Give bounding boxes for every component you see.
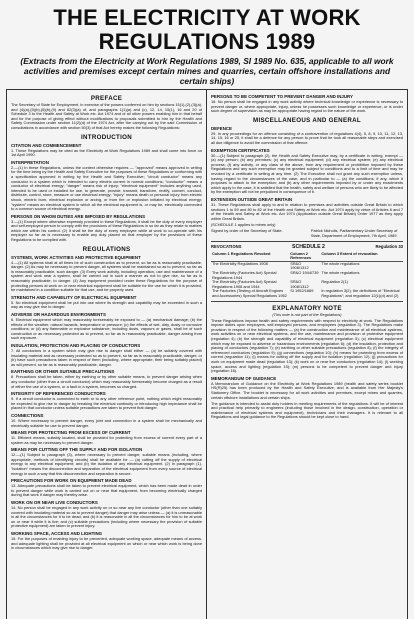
signature-right: Patrick Nicholls, Parliamentary Under Secretary of State, Department of Employment, 7th April, 1989 bbox=[310, 228, 398, 238]
section-heading: STRENGTH AND CAPABILITY OF ELECTRICAL EQUIPMENT bbox=[11, 294, 137, 300]
table-cell: In regulation 3(2), the definitions of "Electrical Regulations"; and regulation 12(1)(d) and (2) bbox=[321, 288, 400, 298]
section-item bbox=[11, 478, 202, 498]
section-heading: INTERPRETATION bbox=[11, 159, 49, 165]
section-text: 12.—(1) Subject to paragraph (3), where necessary to prevent danger, suitable means (including, where appropriate, methods of identifying circuits) shall be available for — (a) cutting off the supply of electrical energy to any electrical equipment; and (b) the isolation of any electrical equipment. (2) In paragraph (1), "isolation" means the disconnection and separation of the electrical equipment from every source of electrical energy in such a way that this disconnection and separation is secure. bbox=[11, 452, 202, 476]
table-cell: The whole regulations bbox=[321, 269, 360, 275]
section-item bbox=[11, 531, 202, 551]
table-cell: Regulation 2(1) bbox=[321, 279, 348, 285]
section-text: 31. These Regulations shall apply to and in relation to premises and activities outside Great Britain to which sections 1 to 59 and 80 to 82 of the Health and Safety at Work etc. Act 1974 apply by virtue of Articles 6 and 7 of the Health and Safety at Work etc. Act 1974 (Application outside Great Britain) Order 1977 as they apply within Great Britain. bbox=[211, 201, 403, 221]
table-cell: SR&O 1908/1312 bbox=[290, 279, 309, 289]
section-heading: CONNECTIONS bbox=[11, 412, 44, 418]
section-heading: DEFENCE bbox=[211, 125, 232, 131]
section-heading: PRECAUTIONS FOR WORK ON EQUIPMENT MADE DEAD bbox=[11, 478, 132, 484]
section-heading: WORKING SPACE, ACCESS AND LIGHTING bbox=[11, 531, 103, 536]
section-text: 2.—(1) In these Regulations, unless the context otherwise requires — "approved" means approved in writing for the time being by the Health and Safety Executive for the purposes of these Regulations or conforming with a specification approved in writing by the Health and Safety Executive; "circuit conductor" means any conductor in a system which is intended to carry electric current in normal conditions; "conductor" means a conductor of electrical energy; "danger" means risk of injury; "electrical equipment" includes anything used, intended to be used or installed for use, to generate, provide, transmit, transform, rectify, convert, conduct, distribute, control, store, measure or use electrical energy; "injury" means death or personal injury from electric shock, electric burn, electrical explosion or arcing, or from fire or explosion initiated by electrical energy; "system" means an electrical system in which all the electrical equipment is, or may be, electrically connected to a common source of electrical energy. bbox=[11, 164, 202, 212]
table-cell: The Electricity Regulations 1908 bbox=[212, 260, 268, 266]
divider bbox=[211, 241, 403, 242]
section-text: 29. In any proceedings for an offence consisting of a contravention of regulations 4(4), 5, 8, 9, 10, 11, 12, 13, 14, 15, 16 or 25, it shall be a defence for any person to prove that he took all reasonable steps and exercised all due diligence to avoid the commission of that offence. bbox=[211, 130, 403, 145]
regulations-heading: REGULATIONS bbox=[82, 245, 131, 253]
revocations-label: REVOCATIONS bbox=[211, 243, 242, 249]
section-heading: EXEMPTION CERTIFICATES bbox=[211, 147, 270, 153]
section-heading: ADVERSE OR HAZARDOUS ENVIRONMENTS bbox=[11, 312, 106, 317]
section-heading: INSULATION, PROTECTION AND PLACING OF CONDUCTORS bbox=[11, 342, 141, 348]
section-text: 3.—(1) Except where otherwise expressly provided in these Regulations, it shall be the duty of every employer and self-employed person to comply with the provisions of these Regulations in so far as they relate to matters which are within his control. (2) It shall be the duty of every employee while at work to co-operate with his employer so far as is necessary to enable any duty placed on that employer by the provisions of these Regulations to be complied with. bbox=[11, 218, 202, 243]
section-text: 4.—(1) All systems shall at all times be of such construction as to prevent, so far as is reasonably practicable, danger. (2) As may be necessary to prevent danger, all systems shall be maintained so as to prevent, so far as is reasonably practicable, such danger. (3) Every work activity, including operation, use and maintenance of a system and work near a system, shall be carried out in such a manner as not to give rise, so far as is reasonably practicable, to danger. (4) Any equipment provided under these Regulations for the purpose of protecting persons at work on or near electrical equipment shall be suitable for the use for which it is provided, be maintained in a condition suitable for that use, and be properly used. bbox=[11, 259, 202, 293]
table-row bbox=[211, 289, 403, 298]
schedule2-title: SCHEDULE 2 bbox=[292, 243, 325, 250]
schedule-note: (SCHEDULE 1 applies to mines only) bbox=[211, 221, 276, 227]
introduction-heading: INTRODUCTION bbox=[80, 133, 133, 141]
table-cell: SR&O 1944/739 bbox=[290, 269, 319, 275]
section-text: 13. Adequate precautions shall be taken to prevent electrical equipment, which has been made dead in order to prevent danger while work is carried out on or near that equipment, from becoming electrically charged during that work if danger may thereby arise. bbox=[11, 483, 202, 498]
introduction-list bbox=[11, 143, 202, 243]
table-header-cell: Column 3 Extent of revocation bbox=[320, 252, 403, 262]
section-text: 6. Electrical equipment which may reasonably foreseeably be exposed to — (a) mechanical damage; (b) the effects of the weather, natural hazards, temperature or pressure; (c) the effects of wet, dirty, dusty or corrosive conditions; or (d) any flammable or explosive substance, including dusts, vapours or gases, shall be of such construction or as necessary protected as to prevent, so far as is reasonably practicable, danger arising from such exposure. bbox=[11, 317, 202, 341]
miscellaneous-list bbox=[211, 126, 403, 222]
section-text: 30.—(1) Subject to paragraph (2), the Health and Safety Executive may, by a certificate in writing, exempt — (a) any person; (b) any premises; (c) any electrical equipment; (d) any electrical system; (e) any electrical process; (f) any activity, or any class of the above, from any requirement or prohibition imposed by these Regulations and any such exemption may be granted subject to conditions and to a limit of time and may be revoked by a certificate in writing at any time. (2) The Executive shall not grant any such exemption unless, having regard to the circumstances of the case, and in particular to — (a) the conditions, if any, which it proposes to attach to the exemption; and (b) any other requirements imposed by or under any enactments which apply to the case, it is satisfied that the health, safety and welfare of persons who are likely to be affected by the exemption will not be prejudiced in consequence of it. bbox=[211, 152, 403, 195]
table-cell: The Electricity (Factories Act) Special Regulations 1944 bbox=[212, 269, 277, 280]
section-text: 11. Efficient means, suitably located, shall be provided for protecting from excess of current every part of a system as may be necessary to prevent danger. bbox=[11, 435, 202, 445]
section-heading: MEANS FOR PROTECTING FROM EXCESS OF CURRENT bbox=[11, 430, 131, 436]
schedule2-header bbox=[211, 244, 403, 250]
section-item bbox=[11, 391, 202, 411]
table-cell: The Electricity (Factories Act) Special Regulations 1908 and 1944 bbox=[212, 279, 277, 289]
section-heading: MEANS FOR CUTTING OFF THE SUPPLY AND FOR ISOLATION bbox=[11, 447, 143, 453]
preface-heading: PREFACE bbox=[90, 95, 123, 102]
table-header-cell: Column 2 References bbox=[289, 252, 320, 262]
section-item bbox=[11, 369, 202, 389]
section-heading: INTEGRITY OF REFERENCED CONDUCTORS bbox=[11, 391, 106, 397]
table-cell: The whole regulations bbox=[321, 260, 360, 266]
section-text: 1. These Regulations may be cited as the Electricity at Work Regulations 1989 and shall come into force on 1st April 1990. bbox=[11, 147, 202, 158]
section-heading: EARTHING OR OTHER SUITABLE PRECAUTIONS bbox=[11, 369, 115, 375]
section-heading: PERSONS ON WHOM DUTIES ARE IMPOSED BY REGULATIONS bbox=[11, 213, 146, 219]
section-text: 14. No person shall be engaged in any work activity on or so near any live conductor (other than one suitably covered with insulating material so as to prevent danger) that danger may arise unless — (a) it is unreasonable in all the circumstances for it to be dead; and (b) it is reasonable in all the circumstances for him to be at work on or near it while it is live; and (c) suitable precautions (including where necessary the provision of suitable protective equipment) are taken to prevent injury. bbox=[11, 505, 202, 529]
persons-heading: PERSONS TO BE COMPETENT TO PREVENT DANGER AND INJURY bbox=[211, 94, 353, 99]
regulations-frame bbox=[6, 89, 408, 619]
section-text: 7. All conductors in a system which may give rise to danger shall either — (a) be suitably covered with insulating material and as necessary protected so as to prevent, so far as is reasonably practicable, danger; or (b) have such precautions taken in respect of them (including, where appropriate, their being suitably placed) as will prevent, so far as is reasonably practicable, danger. bbox=[11, 347, 202, 367]
section-heading: SYSTEMS, WORK ACTIVITIES AND PROTECTIVE EQUIPMENT bbox=[11, 254, 141, 260]
section-item bbox=[11, 295, 202, 310]
section-item bbox=[11, 500, 202, 529]
closing-text: The guidance is intended to assist duty holders in meeting requirements of the regulations. It will be of interest and practical help primarily to engineers (including those involved in the design, construction, operation or maintenance of electrical systems and equipment), technicians and their managers. It is relevant to all Regulations and legal guidance to the Regulations should be kept close to hand. bbox=[211, 400, 403, 420]
explanatory-subheading: (This note is not part of the Regulations) bbox=[272, 311, 342, 317]
section-item bbox=[11, 413, 202, 428]
memorandum-text: A Memorandum of Guidance on the Electricity at Work Regulations 1989 (health and safety series booklet HS(R)25) has been produced by the Health and Safety Executive, and is available from Her Majesty's Stationery Office. The booklet is necessary for all work activities and premises, except mines and quarries, certain offshore installations and certain ships. bbox=[211, 380, 403, 400]
section-text: 5. No electrical equipment shall be put into use where its strength and capability may be exceeded in such a way as may give rise to danger. bbox=[11, 299, 202, 310]
section-item bbox=[11, 343, 202, 367]
section-heading: WORK ON OR NEAR LIVE CONDUCTORS bbox=[11, 500, 98, 506]
signature-left: Signed by order of the Secretary of State. bbox=[211, 228, 283, 234]
section-item bbox=[11, 143, 202, 158]
section-item bbox=[211, 197, 403, 221]
section-heading: CITATION AND COMMENCEMENT bbox=[11, 142, 82, 148]
table-body bbox=[211, 261, 403, 298]
divider bbox=[211, 301, 403, 302]
revocations-table bbox=[211, 252, 403, 299]
section-text: 15. For the purposes of enabling injury to be prevented, adequate working space, adequate means of access, and adequate lighting shall be provided at all electrical equipment on which or near which work is being done in circumstances which may give rise to danger. bbox=[11, 536, 202, 551]
persons-text: 16. No person shall be engaged in any work activity where technical knowledge or experience is necessary to prevent danger or, where appropriate, injury, unless he possesses such knowledge or experience, or is under such degree of supervision as may be appropriate having regard to the nature of the work. bbox=[211, 99, 403, 114]
poster-title: THE ELECTRICITY AT WORK REGULATIONS 1989 bbox=[53, 5, 361, 54]
left-column bbox=[7, 90, 207, 619]
table-cell: SI 1952/1689 bbox=[290, 288, 314, 294]
signature-row bbox=[211, 229, 403, 238]
table-cell: SR&O 1908/1312 bbox=[290, 260, 309, 271]
miscellaneous-heading: MISCELLANEOUS AND GENERAL bbox=[253, 116, 361, 124]
regulations-list bbox=[11, 255, 202, 551]
table-header-cell: Column 1 Regulations Revoked bbox=[211, 252, 289, 262]
poster-subtitle: (Extracts from the Electricity at Work Regulations 1989, SI 1989 No. 635, applicable to all work activities and premises except certain mines and quarries, certain offshore installations and certain ships) bbox=[20, 56, 394, 86]
table-cell: The Factories (Testing of Aircraft Engines and Accessories) Special Regulations 1952 bbox=[212, 288, 287, 298]
section-item bbox=[11, 214, 202, 243]
section-item bbox=[11, 447, 202, 476]
section-text: 10. Where necessary to prevent danger, every joint and connection in a system shall be mechanically and electrically suitable for use to prevent danger. bbox=[11, 417, 202, 428]
section-item bbox=[11, 255, 202, 293]
section-item bbox=[11, 312, 202, 341]
section-item bbox=[11, 430, 202, 445]
explanatory-text: These Regulations impose health and safety requirements with respect to electricity at work. The Regulations impose duties upon employers, self-employed persons, and employees (regulation 3). The Regulations make provision in respect of the following matters — (a) the construction and maintenance of all electrical systems, work activities on or near electrical systems, and the use, maintenance and provision of protective equipment (regulation 4); (b) the strength and capability of electrical equipment (regulation 5); (c) electrical equipment which may be exposed to adverse or hazardous environments (regulation 6); (d) the insulation, protection and placing of conductors (regulation 7); (e) earthing or other suitable precautions (regulation 8); (f) the integrity of referenced conductors (regulation 9); (g) connections (regulation 10); (h) means for protecting from excess of current (regulation 11); (i) means for cutting off the supply and for isolation (regulation 12); (j) precautions for work on equipment made dead (regulation 13); (k) work on or near live conductors (regulation 14); (l) working space, access and lighting (regulation 15); (m) persons to be competent to prevent danger and injury (regulation 16). bbox=[211, 317, 403, 374]
right-column bbox=[207, 90, 407, 619]
section-item bbox=[211, 126, 403, 146]
section-heading: EXTENSION OUTSIDE GREAT BRITAIN bbox=[211, 196, 293, 202]
section-text: 8. Precautions shall be taken, either by earthing or by other suitable means, to prevent danger arising when any conductor (other than a circuit conductor) which may reasonably foreseeably become charged as a result of either the use of a system, or a fault in a system, becomes so charged. bbox=[11, 374, 202, 389]
section-item bbox=[211, 148, 403, 195]
section-text: 9. If a circuit conductor is connected to earth or to any other reference point, nothing which might reasonably be expected to give rise to danger by breaking the electrical continuity or introducing high impedance shall be placed in that conductor unless suitable precautions are taken to prevent that danger. bbox=[11, 396, 202, 411]
table-header-row bbox=[211, 252, 403, 262]
memorandum-heading: MEMORANDUM OF GUIDANCE bbox=[211, 375, 277, 381]
regulation-ref: Regulation 33 bbox=[375, 243, 403, 249]
section-item bbox=[11, 160, 202, 212]
explanatory-heading: EXPLANATORY NOTE bbox=[272, 304, 342, 312]
preface-text: The Secretary of State for Employment, in exercise of the powers conferred on him by sections 15(1),(2),(3)(a), and (4)(a),(5)(b),(6)(b),(9) and 82(3)(a) of, and paragraphs 1(1)(a) and (c), 12, 14, 15(1), 16 and 20 of Schedule 3 to the Health and Safety at Work etc. Act 1974 and of all other powers enabling him in that behalf and for the purpose of giving effect without modifications to proposals submitted to him by the Health and Safety Commission under section 11(2)(d) of the 1974 Act, after the carrying out by the said Commission of consultations in accordance with section 50(3) of that Act hereby makes the following Regulations: bbox=[11, 102, 202, 130]
